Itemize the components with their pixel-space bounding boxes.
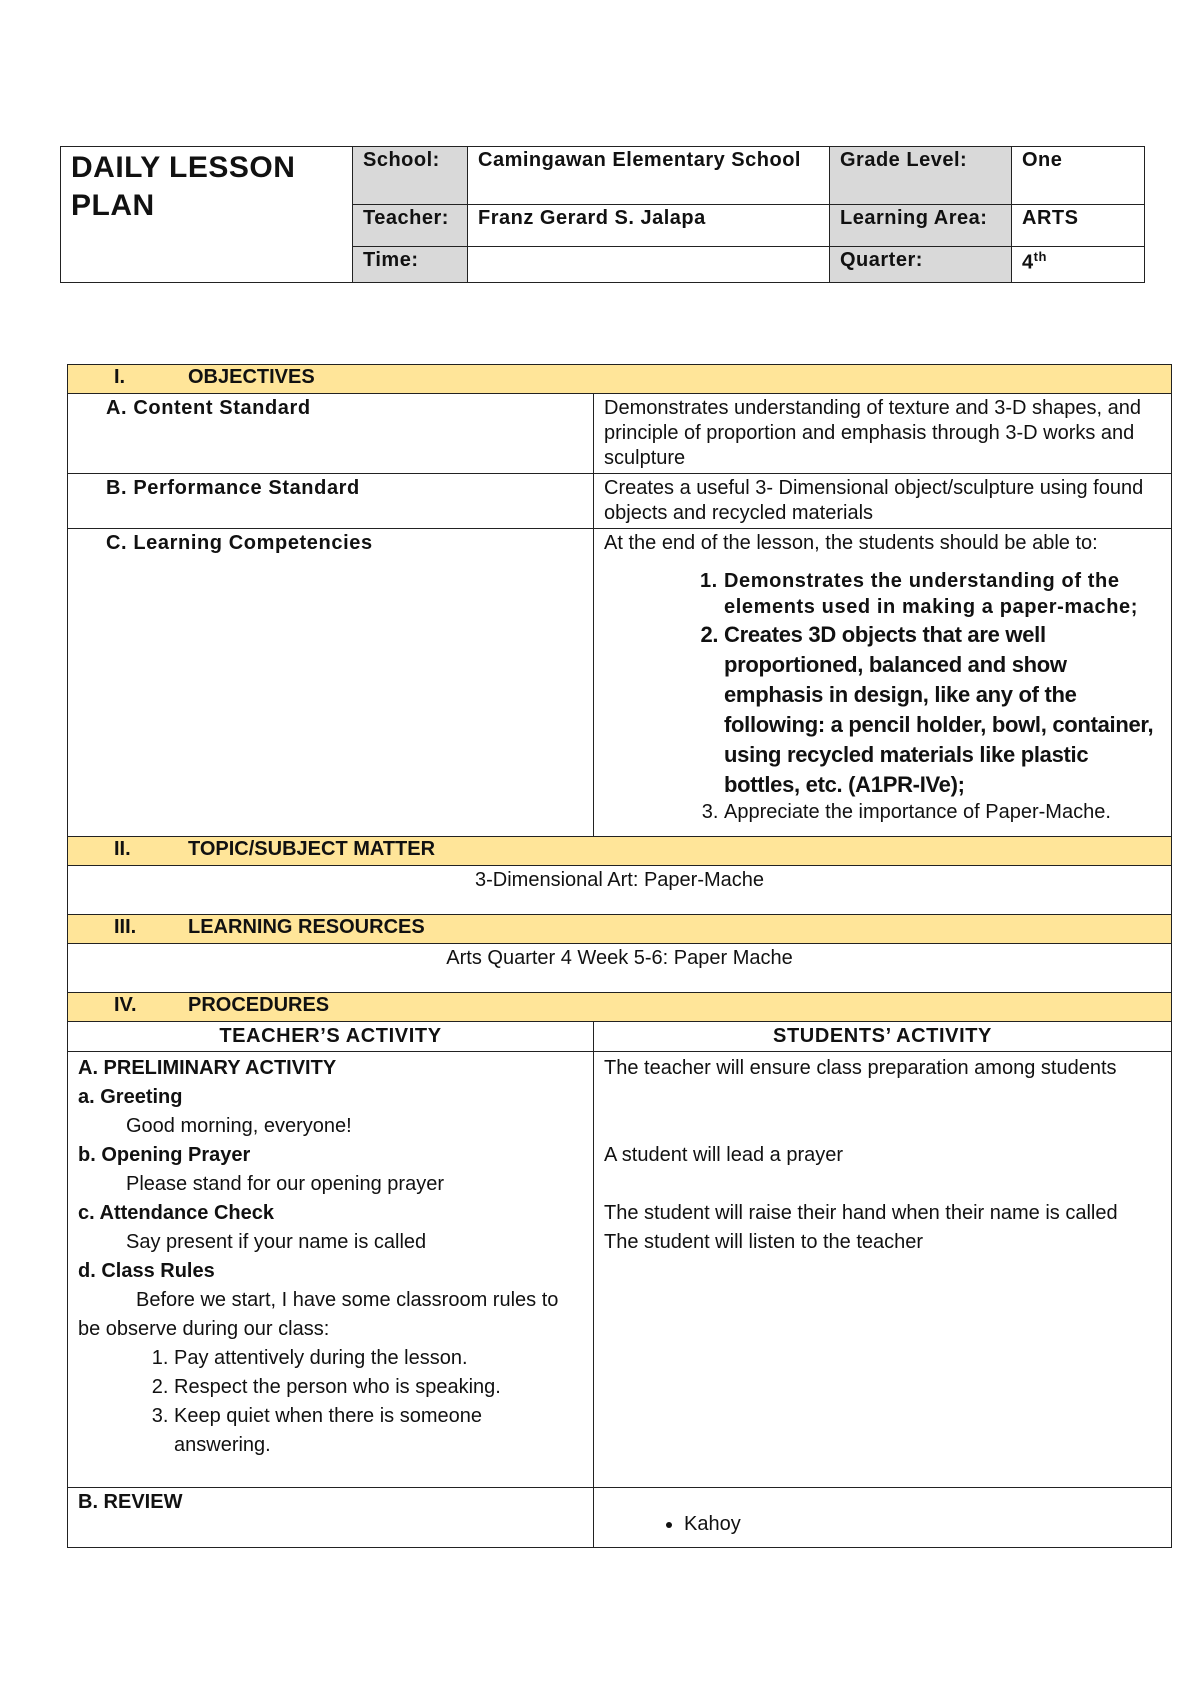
review-label: B. REVIEW <box>68 1488 594 1548</box>
procedures-column-headers <box>68 1022 1172 1052</box>
area-value: ARTS <box>1012 205 1145 247</box>
grade-value: One <box>1012 147 1145 205</box>
school-value: Camingawan Elementary School <box>468 147 830 205</box>
teacher-value: Franz Gerard S. Jalapa <box>468 205 830 247</box>
student-preparation-text: The teacher will ensure class preparation among students <box>604 1057 1117 1079</box>
rules-intro: Before we start, I have some classroom rules to be observe during our class: <box>78 1289 559 1340</box>
lesson-table <box>67 364 1172 1548</box>
attendance-text: Say present if your name is called <box>126 1231 427 1253</box>
list-item: 3. Appreciate the importance of Paper-Mache. <box>724 800 1161 825</box>
quarter-label: Quarter: <box>830 247 1012 283</box>
learning-competencies-cell <box>594 529 1172 837</box>
student-prayer-text: A student will lead a prayer <box>604 1144 844 1166</box>
student-rules-text: The student will listen to the teacher <box>604 1231 924 1253</box>
attendance-label: c. Attendance Check <box>78 1202 274 1224</box>
section-title: LEARNING RESOURCES <box>188 916 425 938</box>
document-title: DAILY LESSON PLAN <box>61 147 353 283</box>
resources-row <box>68 944 1172 993</box>
performance-standard-row <box>68 474 1172 529</box>
resources-section-header <box>68 915 1172 944</box>
quarter-value <box>1012 247 1145 283</box>
topic-text: 3-Dimensional Art: Paper-Mache <box>68 866 1172 915</box>
review-row <box>68 1488 1172 1548</box>
performance-standard-label: B. Performance Standard <box>68 474 594 529</box>
section-number: I. <box>114 366 126 388</box>
section-title: OBJECTIVES <box>188 366 315 388</box>
section-title: TOPIC/SUBJECT MATTER <box>188 838 436 860</box>
procedures-section-header <box>68 993 1172 1022</box>
area-label: Learning Area: <box>830 205 1012 247</box>
list-item: 1. Pay attentively during the lesson. <box>174 1344 583 1373</box>
review-list <box>604 1512 1161 1537</box>
section-number: III. <box>114 916 137 938</box>
competencies-list <box>604 568 1161 825</box>
teacher-activity-cell <box>68 1052 594 1488</box>
prayer-text: Please stand for our opening prayer <box>126 1173 444 1195</box>
topic-row <box>68 866 1172 915</box>
learning-competencies-row <box>68 529 1172 837</box>
prayer-label: b. Opening Prayer <box>78 1144 251 1166</box>
header-table <box>60 146 1145 283</box>
section-number: II. <box>114 838 131 860</box>
section-title: PROCEDURES <box>188 994 330 1016</box>
students-activity-header: STUDENTS’ ACTIVITY <box>594 1022 1172 1052</box>
content-standard-row <box>68 394 1172 474</box>
topic-section-header <box>68 837 1172 866</box>
greeting-label: a. Greeting <box>78 1086 183 1108</box>
content-standard-label: A. Content Standard <box>68 394 594 474</box>
teacher-activity-header: TEACHER’S ACTIVITY <box>68 1022 594 1052</box>
learning-competencies-label: C. Learning Competencies <box>68 529 594 837</box>
performance-standard-text: Creates a useful 3- Dimensional object/sculpture using found objects and recycled materials <box>594 474 1172 529</box>
resources-text: Arts Quarter 4 Week 5-6: Paper Mache <box>68 944 1172 993</box>
greeting-text: Good morning, everyone! <box>126 1115 352 1137</box>
list-item: 3. Keep quiet when there is someone answering. <box>174 1402 583 1460</box>
objectives-section-header <box>68 365 1172 394</box>
rules-label: d. Class Rules <box>78 1260 215 1282</box>
school-label: School: <box>353 147 468 205</box>
time-value <box>468 247 830 283</box>
students-activity-cell <box>594 1052 1172 1488</box>
section-number: IV. <box>114 994 137 1016</box>
preliminary-activity-row <box>68 1052 1172 1488</box>
list-item: 1. Demonstrates the understanding of the elements used in making a paper-mache; <box>724 568 1161 620</box>
list-item: 2. Creates 3D objects that are well proportioned, balanced and show emphasis in design, like any of the following: a pencil holder, bowl, container, using recycled materials like plastic bottles, etc. (A1PR-IVe); <box>724 620 1161 800</box>
quarter-suffix: th <box>1033 249 1047 264</box>
rules-list <box>78 1344 583 1460</box>
list-item: 2. Respect the person who is speaking. <box>174 1373 583 1402</box>
competencies-intro: At the end of the lesson, the students should be able to: <box>604 532 1098 554</box>
list-item: • Kahoy <box>684 1512 1161 1537</box>
quarter-number: 4 <box>1022 251 1034 274</box>
grade-label: Grade Level: <box>830 147 1012 205</box>
teacher-label: Teacher: <box>353 205 468 247</box>
review-cell <box>594 1488 1172 1548</box>
time-label: Time: <box>353 247 468 283</box>
content-standard-text: Demonstrates understanding of texture and 3-D shapes, and principle of proportion and emphasis through 3-D works and sculpture <box>594 394 1172 474</box>
preliminary-heading: A. PRELIMINARY ACTIVITY <box>78 1057 337 1079</box>
student-attendance-text: The student will raise their hand when their name is called <box>604 1202 1118 1224</box>
